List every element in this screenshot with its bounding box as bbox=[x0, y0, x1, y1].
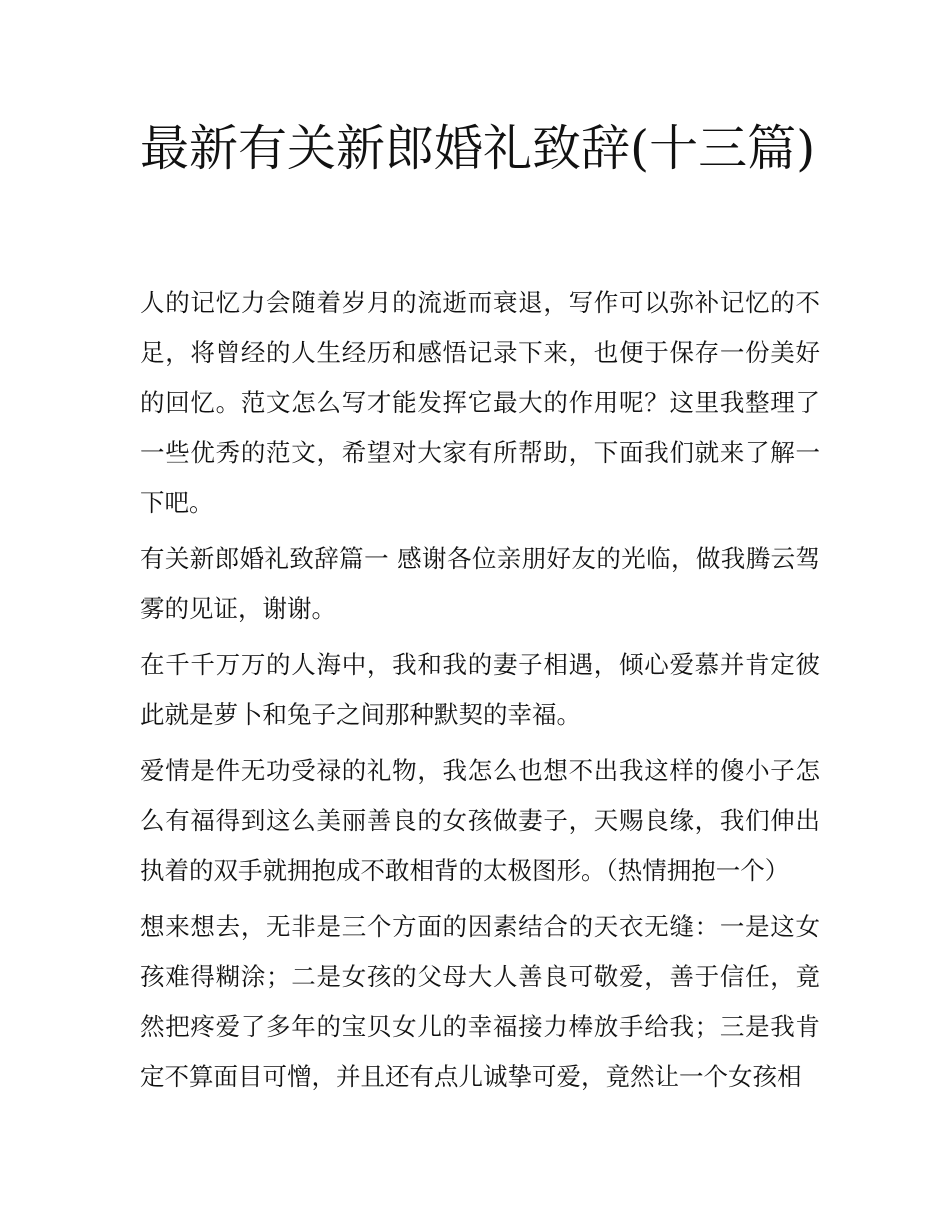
paragraph-intro: 人的记忆力会随着岁月的流逝而衰退，写作可以弥补记忆的不足，将曾经的人生经历和感悟记录下来，也便于保存一份美好的回忆。范文怎么写才能发挥它最大的作用呢？这里我整理了一些优秀的范文，希望对大家有所帮助，下面我们就来了解一下吧。 bbox=[140, 288, 820, 517]
paragraph-thanks: 有关新郎婚礼致辞篇一 感谢各位亲朋好友的光临，做我腾云驾雾的见证，谢谢。 bbox=[140, 544, 820, 623]
paragraph-reasons: 想来想去，无非是三个方面的因素结合的天衣无缝：一是这女孩难得糊涂；二是女孩的父母大人善良可敬爱，善于信任，竟然把疼爱了多年的宝贝女儿的幸福接力棒放手给我；三是我肯定不算面目可憎，并且还有点儿诚挚可爱，竟然让一个女孩相 bbox=[140, 912, 820, 1091]
paragraph-meeting: 在千千万万的人海中，我和我的妻子相遇，倾心爱慕并肯定彼此就是萝卜和兔子之间那种默契的幸福。 bbox=[140, 650, 820, 729]
document-body bbox=[140, 278, 820, 1108]
document-title: 最新有关新郎婚礼致辞(十三篇) bbox=[140, 120, 816, 177]
paragraph-love: 爱情是件无功受禄的礼物，我怎么也想不出我这样的傻小子怎么有福得到这么美丽善良的女孩做妻子，天赐良缘，我们伸出执着的双手就拥抱成不敢相背的太极图形。（热情拥抱一个） bbox=[140, 756, 820, 885]
